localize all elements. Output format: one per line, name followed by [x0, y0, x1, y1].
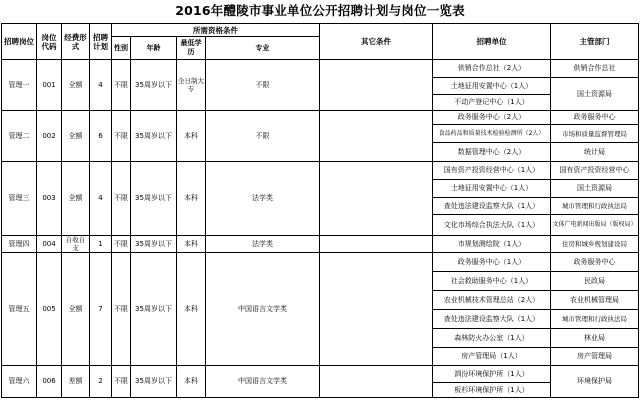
- header-dept: 主管部门: [551, 24, 639, 60]
- unit-cell: 供销合作总社（2人）: [433, 60, 551, 78]
- code-cell: 005: [37, 253, 62, 366]
- code-cell: 001: [37, 60, 62, 111]
- header-unit: 招聘单位: [433, 24, 551, 60]
- education-cell: 本科: [177, 366, 206, 398]
- dept-cell: 城市管理和行政执法局: [551, 310, 639, 329]
- major-cell: 中国语言文学类: [206, 253, 320, 366]
- gender-cell: 不限: [112, 162, 131, 236]
- age-cell: 35周岁以下: [131, 253, 177, 366]
- dept-cell: 农业机械管理局: [551, 291, 639, 310]
- education-cell: 本科: [177, 111, 206, 162]
- dept-cell: 林业局: [551, 329, 639, 348]
- unit-cell: 国有资产投资经营中心（1人）: [433, 162, 551, 180]
- post-cell: 管理四: [2, 236, 37, 253]
- age-cell: 35周岁以下: [131, 60, 177, 111]
- unit-cell: 查处违法建设监察大队（1人）: [433, 310, 551, 329]
- header-other: 其它条件: [320, 24, 433, 60]
- unit-cell: 泗汾环境保护所（1人）: [433, 366, 551, 383]
- major-cell: 法学类: [206, 162, 320, 236]
- gender-cell: 不限: [112, 236, 131, 253]
- age-cell: 35周岁以下: [131, 236, 177, 253]
- education-cell: 本科: [177, 236, 206, 253]
- header-qualifications: 所需资格条件: [112, 24, 320, 37]
- education-cell: 本科: [177, 162, 206, 236]
- header-gender: 性别: [112, 37, 131, 60]
- gender-cell: 不限: [112, 366, 131, 398]
- unit-cell: 森林防火办公室（1人）: [433, 329, 551, 348]
- major-cell: 不限: [206, 60, 320, 111]
- unit-cell: 文化市场综合执法大队（1人）: [433, 215, 551, 236]
- plan-cell: 6: [90, 111, 112, 162]
- other-cell: [320, 162, 433, 236]
- header-post: 招聘岗位: [2, 24, 37, 60]
- header-funding: 经费形式: [62, 24, 90, 60]
- header-age: 年龄: [131, 37, 177, 60]
- code-cell: 004: [37, 236, 62, 253]
- gender-cell: 不限: [112, 60, 131, 111]
- dept-cell: 民政局: [551, 272, 639, 291]
- code-cell: 002: [37, 111, 62, 162]
- dept-cell: 供销合作总社: [551, 60, 639, 78]
- dept-cell: 国有资产投资经营中心: [551, 162, 639, 180]
- other-cell: [320, 253, 433, 366]
- dept-cell: 城市管理和行政执法局: [551, 198, 639, 215]
- unit-cell: 查处违法建设监察大队（1人）: [433, 198, 551, 215]
- funding-cell: 全额: [62, 253, 90, 366]
- education-cell: 本科: [177, 253, 206, 366]
- post-cell: 管理二: [2, 111, 37, 162]
- major-cell: 中国语言文学类: [206, 366, 320, 398]
- gender-cell: 不限: [112, 111, 131, 162]
- plan-cell: 4: [90, 162, 112, 236]
- header-major: 专业: [206, 37, 320, 60]
- funding-cell: 全额: [62, 111, 90, 162]
- page-title: 2016年醴陵市事业单位公开招聘计划与岗位一览表: [175, 3, 465, 18]
- dept-cell: 政务服务中心: [551, 253, 639, 272]
- unit-cell: 食品药品和质量技术检验检测所（2人）: [433, 125, 551, 143]
- other-cell: [320, 60, 433, 111]
- plan-cell: 1: [90, 236, 112, 253]
- post-cell: 管理六: [2, 366, 37, 398]
- other-cell: [320, 366, 433, 398]
- gender-cell: 不限: [112, 253, 131, 366]
- unit-cell: 土地征用安置中心（1人）: [433, 78, 551, 95]
- other-cell: [320, 111, 433, 162]
- unit-cell: 政务服务中心（2人）: [433, 111, 551, 125]
- dept-cell: 国土资源局: [551, 180, 639, 198]
- dept-cell: 市场和质量监督管理局: [551, 125, 639, 143]
- major-cell: 法学类: [206, 236, 320, 253]
- dept-cell: 文体广电新闻出版局（版权局）: [551, 215, 639, 236]
- post-cell: 管理三: [2, 162, 37, 236]
- header-education: 最低学历: [177, 37, 206, 60]
- post-cell: 管理一: [2, 60, 37, 111]
- post-cell: 管理五: [2, 253, 37, 366]
- plan-cell: 4: [90, 60, 112, 111]
- table-row: [2, 253, 639, 272]
- dept-cell: 政务服务中心: [551, 111, 639, 125]
- unit-cell: 不动产登记中心（1人）: [433, 95, 551, 111]
- unit-cell: 市规划测绘院（1人）: [433, 236, 551, 253]
- age-cell: 35周岁以下: [131, 162, 177, 236]
- plan-cell: 7: [90, 253, 112, 366]
- plan-cell: 2: [90, 366, 112, 398]
- unit-cell: 农业机械技术管理总站（2人）: [433, 291, 551, 310]
- education-cell: 全日制大专: [177, 60, 206, 111]
- unit-cell: 社会救助服务中心（1人）: [433, 272, 551, 291]
- table-row: [2, 111, 639, 125]
- age-cell: 35周岁以下: [131, 111, 177, 162]
- funding-cell: 自收自支: [62, 236, 90, 253]
- code-cell: 003: [37, 162, 62, 236]
- dept-cell: 住房和城乡规划建设局: [551, 236, 639, 253]
- unit-cell: 板杉环境保护所（1人）: [433, 383, 551, 398]
- major-cell: 不限: [206, 111, 320, 162]
- recruitment-table: [1, 23, 639, 398]
- dept-cell: 国土资源局: [551, 78, 639, 111]
- unit-cell: 房产管理局（1人）: [433, 348, 551, 366]
- unit-cell: 土地征用安置中心（1人）: [433, 180, 551, 198]
- table-row: [2, 162, 639, 180]
- age-cell: 35周岁以下: [131, 366, 177, 398]
- funding-cell: 全额: [62, 60, 90, 111]
- table-row: [2, 366, 639, 383]
- funding-cell: 差额: [62, 366, 90, 398]
- code-cell: 006: [37, 366, 62, 398]
- dept-cell: 房产管理局: [551, 348, 639, 366]
- table-row: [2, 236, 639, 253]
- table-row: [2, 60, 639, 78]
- dept-cell: 统计局: [551, 143, 639, 162]
- other-cell: [320, 236, 433, 253]
- unit-cell: 政务服务中心（1人）: [433, 253, 551, 272]
- dept-cell: 环境保护局: [551, 366, 639, 398]
- unit-cell: 数据管理中心（2人）: [433, 143, 551, 162]
- header-code: 岗位代码: [37, 24, 62, 60]
- funding-cell: 全额: [62, 162, 90, 236]
- header-plan: 招聘计划: [90, 24, 112, 60]
